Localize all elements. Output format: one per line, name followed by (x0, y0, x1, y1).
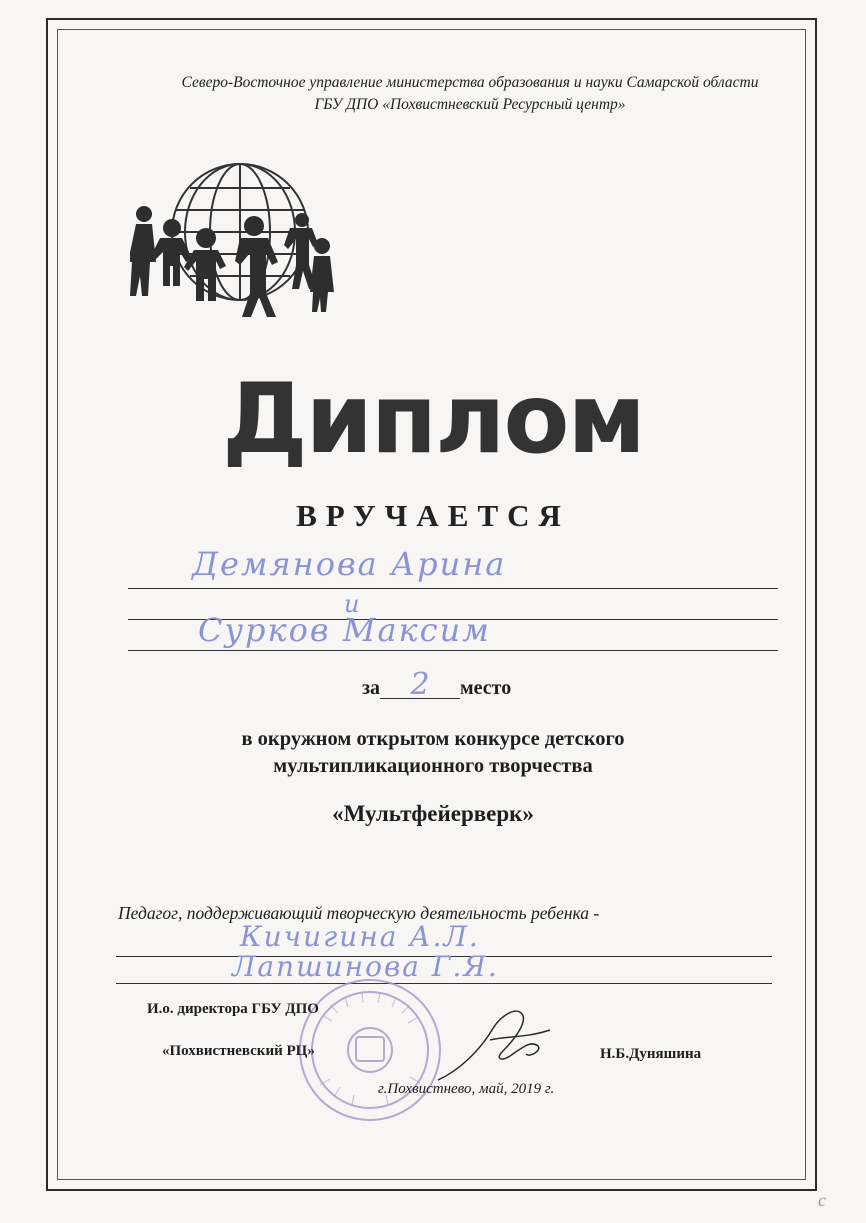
teacher-caption: Педагог, поддерживающий творческую деятельность ребенка - (118, 903, 600, 923)
teacher-name-2: Лапшинова Г.Я. (232, 950, 499, 983)
corner-mark: с (818, 1190, 826, 1210)
place-row (362, 667, 512, 702)
recipient-line-3 (128, 650, 778, 651)
issuer-line-1: Северо-Восточное управление министерства образования и науки Самарской области (181, 74, 759, 91)
recipient-name-2: Сурков Максим (198, 611, 491, 649)
diploma-title: Диплом (222, 363, 644, 475)
contest-line-2: мультипликационного творчества (273, 755, 593, 777)
awarded-to-label: ВРУЧАЕТСЯ (296, 498, 570, 533)
contest-name: «Мультфейерверк» (332, 801, 534, 826)
place-suffix: место (460, 677, 512, 699)
place-and-date: г.Похвистнево, май, 2019 г. (378, 1081, 555, 1097)
issuer-line-2: ГБУ ДПО «Похвистневский Ресурсный центр» (314, 96, 626, 113)
issuer-header (100, 72, 840, 116)
director-signature (430, 1000, 560, 1090)
contest-description (0, 726, 866, 780)
recipient-line-1 (128, 588, 778, 589)
teacher-name-1: Кичигина А.Л. (240, 920, 480, 953)
director-name: Н.Б.Дуняшина (600, 1046, 702, 1062)
place-value: 2 (380, 672, 460, 699)
place-prefix: за (362, 677, 381, 699)
director-title-line-2: «Похвистневский РЦ» (162, 1043, 315, 1059)
director-title-line-1: И.о. директора ГБУ ДПО (147, 1001, 319, 1017)
recipient-name-1: Демянова Арина (192, 545, 507, 583)
globe-with-children-icon (130, 160, 340, 320)
recipient-conjunction: и (344, 590, 362, 618)
contest-line-1: в окружном открытом конкурсе детского (241, 728, 625, 750)
